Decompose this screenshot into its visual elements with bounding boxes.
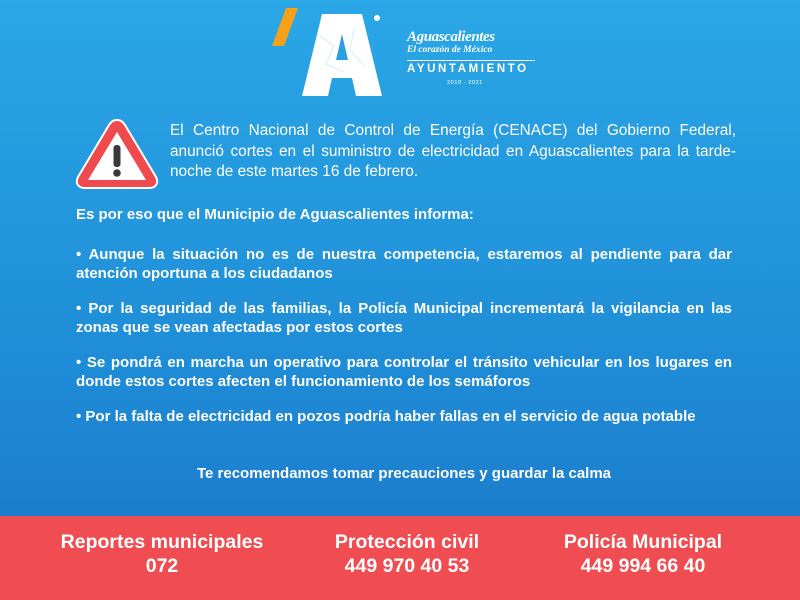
contact-proteccion-civil [302,530,512,578]
notice-intro: El Centro Nacional de Control de Energía (CENACE) del Gobierno Federal, anunció cortes en el suministro de electricidad en Aguascalientes para la tarde-noche de este martes 16 de febrero. [170,122,736,180]
brand-years: 2019 - 2021 [447,80,483,86]
brand-text [407,30,552,87]
contact-number: 449 970 40 53 [344,555,470,577]
notice-item: • Por la seguridad de las familias, la Policía Municipal incrementará la vigilancia en las zonas que se vean afectadas por estos cortes [76,300,732,336]
header [0,0,800,110]
brand-tagline: El corazón de México [407,45,493,55]
aguascalientes-a-logo-icon [264,6,404,106]
contact-label: Reportes municipales [60,531,264,553]
brand-name: Aguascalientes [407,29,495,45]
brand-council: AYUNTAMIENTO [407,62,529,75]
notice-item: • Aunque la situación no es de nuestra competencia, estaremos al pendiente para dar atención oportuna a los ciudadanos [76,246,732,282]
contact-label: Policía Municipal [563,531,723,553]
contact-policia-municipal [534,530,752,578]
contact-footer [0,516,800,600]
brand-divider [407,60,535,61]
notice-content [76,205,732,426]
notice-item: • Se pondrá en marcha un operativo para controlar el tránsito vehicular en los lugares en donde estos cortes afecten el funcionamiento de los semáforos [76,354,732,390]
contact-number: 449 994 66 40 [580,555,706,577]
warning-triangle-icon [72,114,162,194]
notice-heading: Es por eso que el Municipio de Aguascalientes informa: [76,206,474,223]
contact-number: 072 [145,555,179,577]
contact-label: Protección civil [334,531,480,553]
contact-reportes [40,530,284,578]
brand-logo [264,6,564,106]
notice-closing: Te recomendamos tomar precauciones y guardar la calma [196,465,612,482]
notice-item: • Por la falta de electricidad en pozos podría haber fallas en el servicio de agua potable [76,408,696,425]
